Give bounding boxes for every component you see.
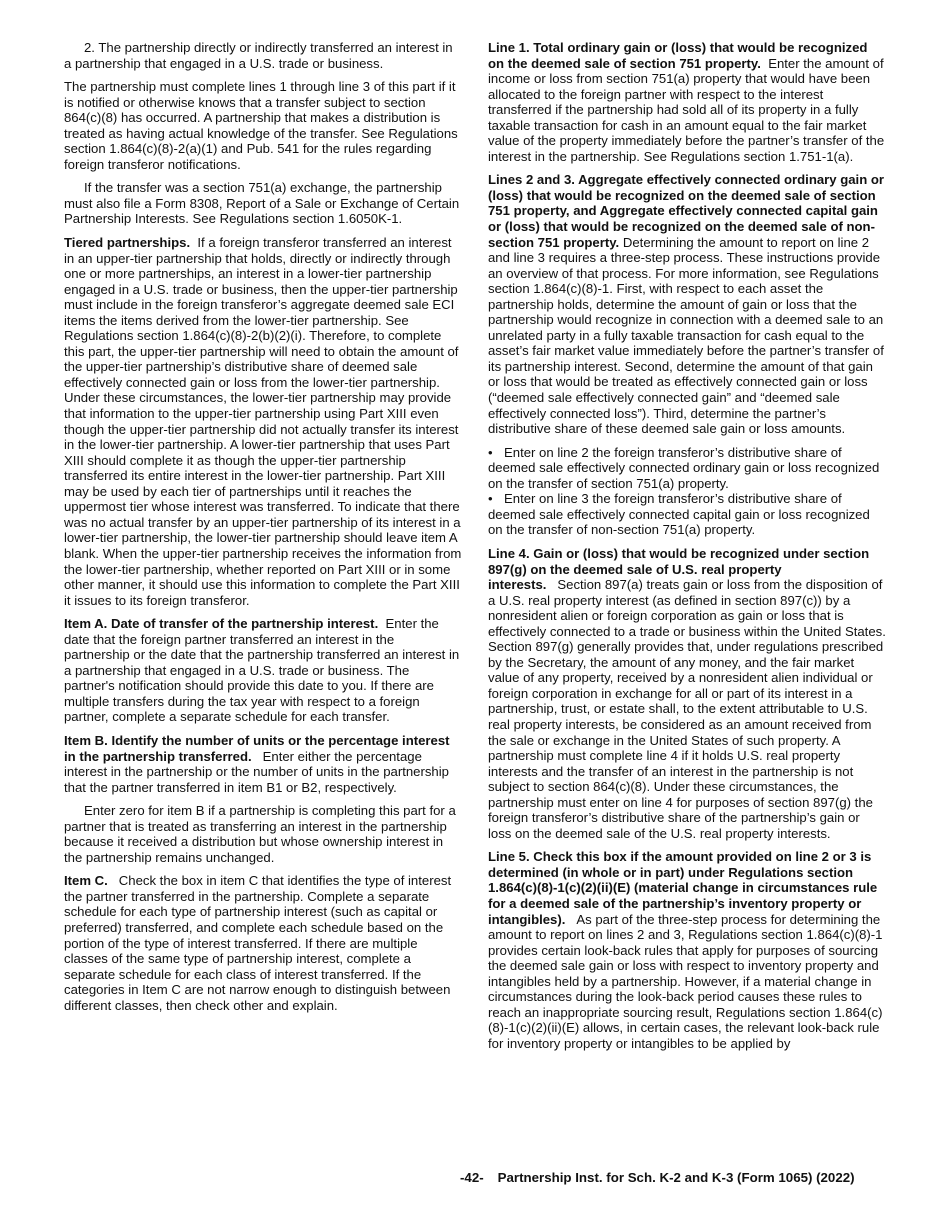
text-item-c: Check the box in item C that identifies the type of interest the partner transferred in the partnership. Complete a separate schedule for each type of partnership interest (such as capital or preferred) transferred, and complete each schedule based on the portion of the type of interest transferred. If there are multiple classes of the same type of partnership interest, complete a separate schedule for each class of interest transferred. If the categories in Item C are not narrow enough to distinguish between different classes, then check other and explain. <box>64 873 452 1013</box>
bullet-item-line-2 <box>488 445 886 492</box>
bullet-item-line-3 <box>488 491 886 538</box>
text-item-b: Enter either the percentage interest in the partnership or the number of units in the partnership that the partner transferred in item B1 or B2, respectively. <box>64 748 449 795</box>
heading-item-a: Item A. Date of transfer of the partnership interest. <box>64 616 379 632</box>
text-line-1: Enter the amount of income or loss from section 751(a) property that would have been allocated to the foreign partner with respect to the interest transferred if the partnership had sold all of its property in a fully taxable transaction for cash in an amount equal to the fair market value of the property immediately before the partner’s transfer of the interest in the partnership. See Regulations section 1.751-1(a). <box>488 55 885 164</box>
heading-line-5: Line 5. Check this box if the amount provided on line 2 or 3 is determined (in whole or in part) under Regulations section 1.864(c)(8)-1(c)(2)(ii)(E) (material change in circumstances rule for a deemed sale of the partnership’s inventory property or intangibles). <box>488 849 878 927</box>
paragraph-line-1 <box>488 40 886 164</box>
footer-title: Partnership Inst. for Sch. K-2 and K-3 (Form 1065) (2022) <box>497 1170 855 1185</box>
text-line-5: As part of the three-step process for determining the amount to report on lines 2 and 3, Regulations section 1.864(c)(8)-1 provides certain look-back rules that apply for purposes of sourcing the deemed sale gain or loss with respect to inventory property and intangibles held by a partnership. However, if a material change in circumstances during the look-back period causes these rules to reach an inappropriate sourcing result, Regulations section 1.864(c)(8)-1(c)(2)(ii)(E) allows, in certain cases, the relevant look-back rule for inventory property or intangibles to be applied by <box>488 911 883 1051</box>
paragraph-item-b <box>64 733 462 795</box>
bullet-text-line-2: Enter on line 2 the foreign transferor’s distributive share of deemed sale effectively connected ordinary gain or loss recognized on the transfer of section 751(a) property. <box>488 444 880 491</box>
heading-line-4: Line 4. Gain or (loss) that would be recognized under section 897(g) on the deemed sale of U.S. real property interests. <box>488 545 870 593</box>
left-column <box>64 40 462 1021</box>
bullet-icon: • <box>488 444 493 460</box>
paragraph-line-4 <box>488 546 886 841</box>
text-lines-2-3: Determining the amount to report on line 2 and line 3 requires a three-step process. These instructions provide an overview of that process. For more information, see Regulations section 1.864(c)(8)-1. First, with respect to each asset the partnership holds, determine the amount of gain or loss that the partnership would recognize in connection with a deemed sale to an unrelated party in a fully taxable transaction for cash equal to the asset’s fair market value immediately before the partner’s transfer of its partnership interest. Second, determine the amount of that gain or loss that would be treated as effectively connected gain or loss (“deemed sale effectively connected gain” and “deemed sale effectively connected loss”). Third, determine the partner’s distributive share of these deemed sale gain or loss amounts. <box>488 234 884 437</box>
heading-line-1: Line 1. Total ordinary gain or (loss) that would be recognized on the deemed sale of section 751 property. <box>488 40 868 71</box>
bullet-icon: • <box>488 491 493 507</box>
heading-tiered-partnerships: Tiered partnerships. <box>64 235 191 251</box>
heading-item-b: Item B. Identify the number of units or the percentage interest in the partnership transferred. <box>64 732 450 764</box>
paragraph-transfer-condition-2: 2. The partnership directly or indirectly transferred an interest in a partnership that engaged in a U.S. trade or business. <box>64 40 453 71</box>
paragraph-lines-2-3 <box>488 172 886 436</box>
page-number: -42- <box>460 1170 484 1185</box>
paragraph-form-8308: If the transfer was a section 751(a) exchange, the partnership must also file a Form 8308, Report of a Sale or Exchange of Certain Partnership Interests. See Regulations section 1.6050K-1. <box>64 180 460 227</box>
bullet-text-line-3: Enter on line 3 the foreign transferor’s distributive share of deemed sale effectively connected capital gain or loss recognized on the transfer of non-section 751(a) property. <box>488 491 870 538</box>
right-column <box>488 40 886 1059</box>
text-item-a: Enter the date that the foreign partner transferred an interest in the partnership or the date that the partnership transferred an interest in a partnership that engaged in a U.S. trade or business. The partner's notification should provide this date to you. If there are multiple transfers during the tax year with respect to a foreign partner, complete a separate schedule for each transfer. <box>64 616 460 725</box>
page-footer <box>460 1170 855 1185</box>
paragraph-item-a <box>64 616 462 725</box>
paragraph-line-5 <box>488 849 886 1051</box>
paragraph-lines-1-3-requirement: The partnership must complete lines 1 through line 3 of this part if it is notified or otherwise knows that a transfer subject to section 864(c)(8) has occurred. A partnership that makes a distribution is treated as having actual knowledge of the transfer. See Regulations section 1.864(c)(8)-2(a)(1) and Pub. 541 for the rules regarding foreign transferor notifications. <box>64 79 458 172</box>
paragraph-item-b-zero: Enter zero for item B if a partnership is completing this part for a partner that is treated as transferring an interest in the partnership because it received a distribution but whose ownership interest in the partnership remains unchanged. <box>64 803 456 865</box>
text-tiered-partnerships: If a foreign transferor transferred an interest in an upper-tier partnership that holds, directly or indirectly through one or more partnerships, an interest in a lower-tier partnership engaged in a U.S. trade or business, then the upper-tier partnership must include in the foreign transferor’s aggregate deemed sale ECI items the items derived from the lower-tier partnership. See Regulations section 1.864(c)(8)-2(b)(2)(i). Therefore, to complete this part, the upper-tier partnership will need to obtain the amount of the upper-tier partnership’s distributive share of deemed sale effectively connected gain or loss from the lower-tier partnership. Under these circumstances, the lower-tier partnership may provide that information to the upper-tier partnership using Part XIII even though the upper-tier partnership did not actually transfer its interest in the lower-tier partnership. A lower-tier partnership that uses Part XIII should complete it as though the upper-tier partnership transferred its entire interest in the lower-tier partnership. Part XIII may be used by each tier of partnerships until it reaches the uppermost tier whose interest was transferred. To indicate that there was no actual transfer by an upper-tier partnership of its interest in a lower-tier partnership, the lower-tier partnership should leave item A blank. When the upper-tier partnership receives the information from the lower-tier partnership, whether reported on Part XIII or in some other manner, it should use this information to complete the Part XIII it issues to its foreign transferor. <box>64 235 462 608</box>
heading-lines-2-3: Lines 2 and 3. Aggregate effectively connected ordinary gain or (loss) that would be recognized on the deemed sale of section 751 property, and Aggregate effectively connected capital gain or (loss) that would be recognized on the deemed sale of non-section 751 property. <box>488 172 885 250</box>
heading-item-c: Item C. <box>64 873 108 889</box>
paragraph-item-c <box>64 873 462 1013</box>
text-line-4: Section 897(a) treats gain or loss from the disposition of a U.S. real property interest (as defined in section 897(c)) by a nonresident alien or foreign corporation as gain or loss that is effectively connected to a trade or business within the United States. Section 897(g) generally provides that, under regulations prescribed by the Secretary, the amount of any money, and the fair market value of any property, received by a nonresident alien individual or foreign corporation in exchange for all or part of its interest in a partnership, trust, or estate shall, to the extent attributable to U.S. real property interests, be considered as an amount received from the sale or exchange in the United States of such property. A partnership must complete line 4 if it holds U.S. real property interests and the transfer of an interest in the partnership is not subject to section 864(c)(8). Under these circumstances, the partnership must enter on line 4 for purposes of section 897(g) the foreign transferor’s distributive share of the partnership’s gain or loss on the deemed sale of the U.S. real property interests. <box>488 577 886 841</box>
paragraph-tiered-partnerships <box>64 235 462 608</box>
